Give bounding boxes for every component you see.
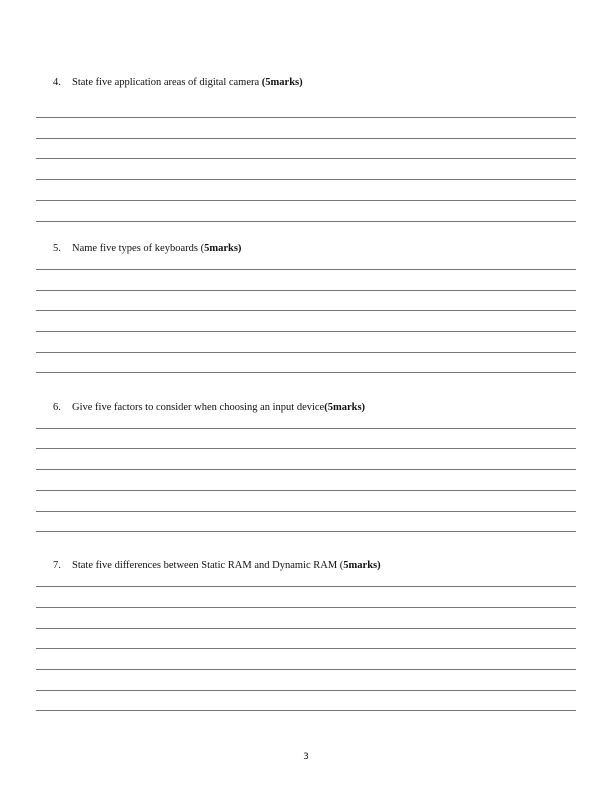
answer-line xyxy=(36,490,576,491)
answer-line xyxy=(36,511,576,512)
answer-line xyxy=(36,690,576,691)
question-number: 5. xyxy=(53,243,61,254)
question-text: Name five types of keyboards ( xyxy=(72,243,205,254)
answer-line xyxy=(36,117,576,118)
answer-line xyxy=(36,448,576,449)
question-number: 4. xyxy=(53,77,61,88)
question-number: 7. xyxy=(53,560,61,571)
question-text: State five differences between Static RAM and Dynamic RAM ( xyxy=(72,560,344,571)
question-text: Give five factors to consider when choosing an input device xyxy=(72,402,325,413)
answer-line xyxy=(36,290,576,291)
answer-line xyxy=(36,607,576,608)
answer-line xyxy=(36,586,576,587)
answer-line xyxy=(36,428,576,429)
answer-line xyxy=(36,331,576,332)
answer-line xyxy=(36,158,576,159)
answer-line xyxy=(36,648,576,649)
answer-line xyxy=(36,469,576,470)
question-marks: 5marks) xyxy=(343,560,381,571)
answer-line xyxy=(36,179,576,180)
answer-line xyxy=(36,669,576,670)
answer-line xyxy=(36,200,576,201)
answer-line xyxy=(36,269,576,270)
answer-line xyxy=(36,531,576,532)
answer-line xyxy=(36,372,576,373)
question-4 xyxy=(53,77,303,88)
answer-line xyxy=(36,352,576,353)
question-marks: 5marks) xyxy=(204,243,242,254)
question-marks: (5marks) xyxy=(261,77,303,88)
question-5 xyxy=(53,243,241,254)
answer-line xyxy=(36,310,576,311)
question-marks: (5marks) xyxy=(324,402,366,413)
answer-line xyxy=(36,138,576,139)
question-text: State five application areas of digital camera xyxy=(72,77,262,88)
answer-line xyxy=(36,221,576,222)
page-number: 3 xyxy=(303,752,309,762)
question-7 xyxy=(53,560,381,571)
answer-line xyxy=(36,628,576,629)
question-6 xyxy=(53,402,365,413)
question-number: 6. xyxy=(53,402,61,413)
answer-line xyxy=(36,710,576,711)
